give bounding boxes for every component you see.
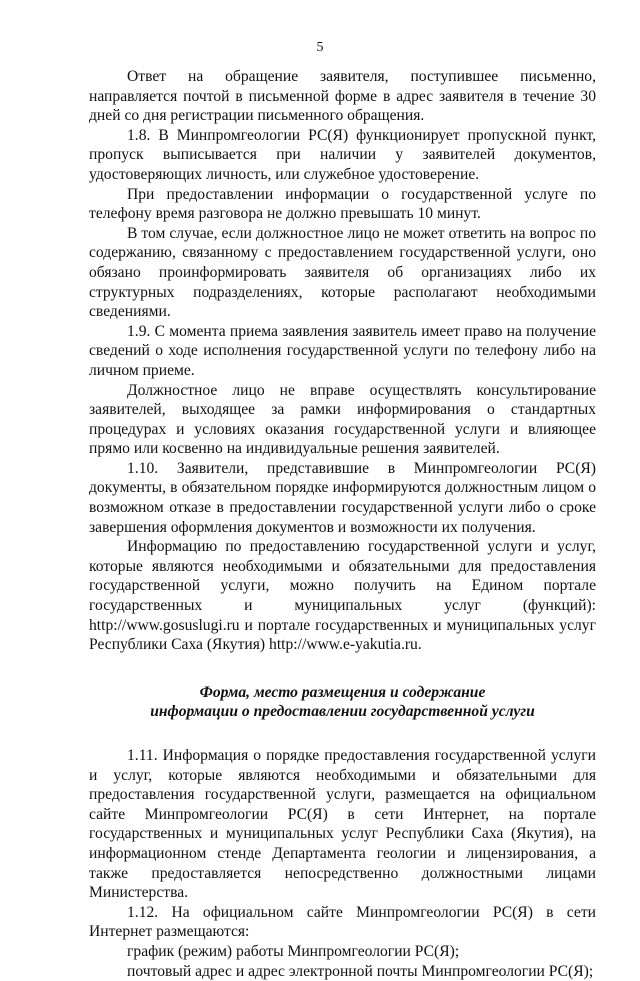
paragraph-1-12: 1.12. На официальном сайте Минпромгеологии РС(Я) в сети Интернет размещаются:: [89, 903, 596, 941]
paragraph-phone-time: При предоставлении информации о государственной услуге по телефону время разговора не должно превышать 10 минут.: [89, 185, 596, 223]
section-heading-line-1: Форма, место размещения и содержание: [199, 683, 486, 701]
document-body: [89, 67, 596, 981]
paragraph-official-cannot-answer: В том случае, если должностное лицо не может ответить на вопрос по содержанию, связанному с предоставлением государственной услуги, оно обязано проинформировать заявителя об организациях либо их структурных подразделениях, которые располагают необходимыми сведениями.: [89, 224, 596, 321]
paragraph-1-11: 1.11. Информация о порядке предоставления государственной услуги и услуг, которые являются необходимыми и обязательными для предоставления государственной услуги, размещается на официальном сайте Минпромгеологии РС(Я) в сети Интернет, на портале государственных и муниципальных услуг Республики Саха (Якутия), на информационном стенде Департамента геологии и лицензирования, а также предоставляется непосредственно должностными лицами Министерства.: [89, 747, 596, 902]
paragraph-portals-info: Информацию по предоставлению государственной услуги и услуг, которые являются необходимыми и обязательными для предоставления государственной услуги, можно получить на Едином портале государственных и муниципальных услуг (функций): http://www.gosuslugi.ru и портале государственных и муниципальных услуг Республики Саха (Якутия) http://www.e-yakutia.ru.: [89, 538, 596, 654]
list-item-postal-email: почтовый адрес и адрес электронной почты Минпромгеологии РС(Я);: [127, 962, 594, 980]
paragraph-1-9: 1.9. С момента приема заявления заявитель имеет право на получение сведений о ходе исполнения государственной услуги по телефону либо на личном приеме.: [89, 322, 596, 379]
list-item-work-schedule: график (режим) работы Минпромгеологии РС(Я);: [127, 942, 460, 960]
paragraph-consulting-limits: Должностное лицо не вправе осуществлять консультирование заявителей, выходящее за рамки информирования о стандартных процедурах и условиях оказания государственной услуги и влияющее прямо или косвенно на индивидуальные решения заявителей.: [89, 381, 596, 458]
section-heading: [89, 683, 596, 722]
section-heading-line-2: информации о предоставлении государственной услуги: [150, 703, 535, 721]
page-number: 5: [316, 40, 324, 55]
paragraph-response-by-mail: Ответ на обращение заявителя, поступившее письменно, направляется почтой в письменной форме в адрес заявителя в течение 30 дней со дня регистрации письменного обращения.: [89, 68, 596, 125]
paragraph-1-8: 1.8. В Минпромгеологии РС(Я) функционирует пропускной пункт, пропуск выписывается при наличии у заявителей документов, удостоверяющих личность, или служебное удостоверение.: [89, 126, 596, 183]
paragraph-1-10: 1.10. Заявители, представившие в Минпромгеологии РС(Я) документы, в обязательном порядке информируются должностным лицом о возможном отказе в предоставлении государственной услуги либо о сроке завершения оформления документов и возможности их получения.: [89, 459, 596, 536]
